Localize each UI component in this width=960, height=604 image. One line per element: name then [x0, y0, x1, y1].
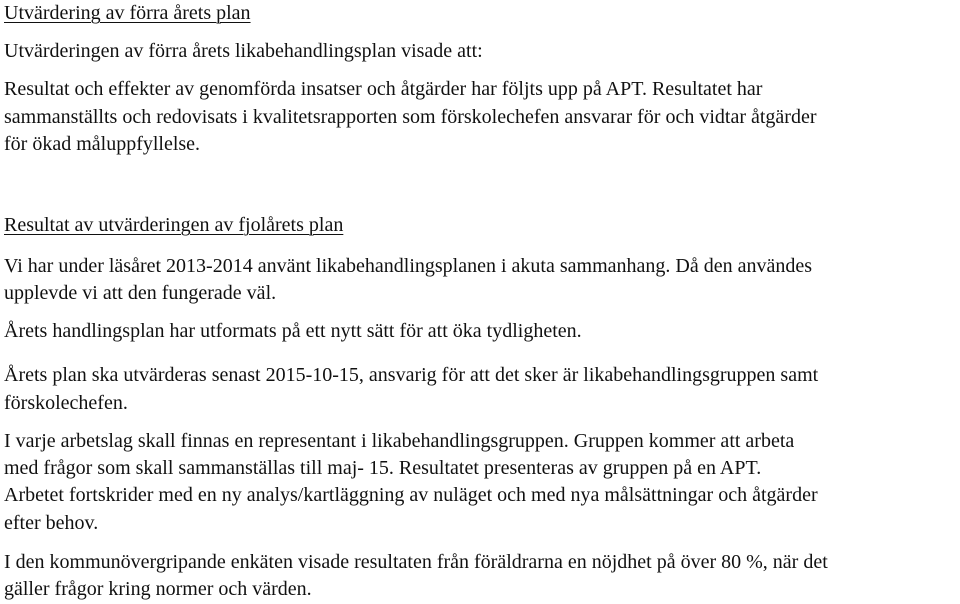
- paragraph-line: upplevde vi att den fungerade väl.: [4, 282, 277, 304]
- evaluation-result-line: Resultat och effekter av genomförda insatser och åtgärder har följts upp på APT. Resultatet har: [4, 78, 763, 100]
- evaluation-result-line: för ökad måluppfyllelse.: [4, 133, 201, 155]
- paragraph-line: Arbetet fortskrider med en ny analys/kartläggning av nuläget och med nya målsättningar och åtgärder: [4, 484, 818, 506]
- paragraph-line: med frågor som skall sammanställas till maj- 15. Resultatet presenteras av gruppen på en APT.: [4, 457, 762, 479]
- paragraph-line: I varje arbetslag skall finnas en representant i likabehandlingsgruppen. Gruppen kommer att arbeta: [4, 430, 795, 452]
- paragraph-line: I den kommunövergripande enkäten visade resultaten från föräldrarna en nöjdhet på över 80 %, när det: [4, 551, 828, 573]
- section-heading-results: Resultat av utvärderingen av fjolårets plan: [4, 214, 344, 236]
- paragraph-line: Årets handlingsplan har utformats på ett nytt sätt för att öka tydligheten.: [4, 320, 582, 342]
- evaluation-result-line: sammanställts och redovisats i kvalitetsrapporten som förskolechefen ansvarar för och vidtar åtgärder: [4, 106, 817, 128]
- paragraph-line: Vi har under läsåret 2013-2014 använt likabehandlingsplanen i akuta sammanhang. Då den användes: [4, 255, 812, 277]
- section-heading-evaluation: Utvärdering av förra årets plan: [4, 2, 251, 24]
- paragraph-line: gäller frågor kring normer och värden.: [4, 578, 312, 600]
- evaluation-intro: Utvärderingen av förra årets likabehandlingsplan visade att:: [4, 40, 483, 62]
- paragraph-line: förskolechefen.: [4, 392, 128, 414]
- paragraph-line: Årets plan ska utvärderas senast 2015-10-15, ansvarig för att det sker är likabehandlingsgruppen samt: [4, 364, 819, 386]
- paragraph-line: efter behov.: [4, 512, 99, 534]
